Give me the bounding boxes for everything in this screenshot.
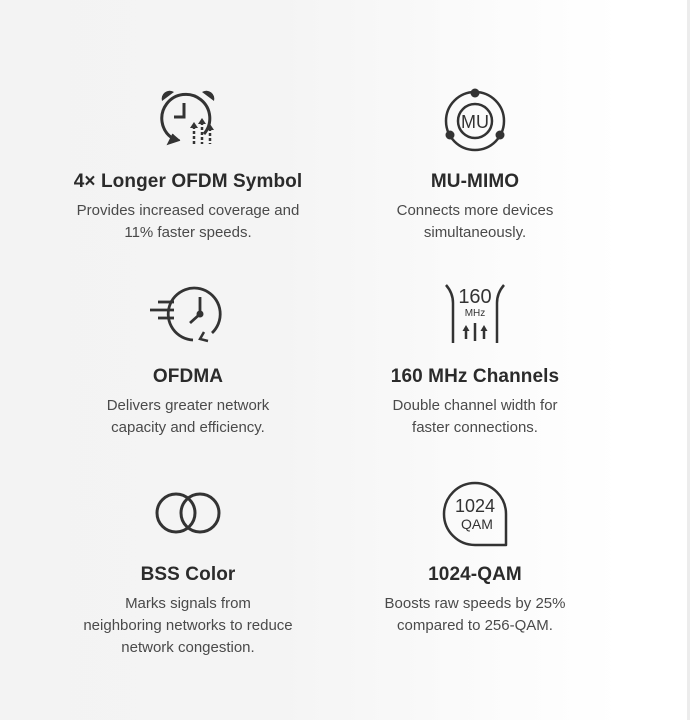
feature-ofdma <box>38 283 338 439</box>
feature-description: Provides increased coverage and 11% faster speeds. <box>76 202 300 241</box>
channel-width-icon <box>325 283 625 349</box>
mu-mimo-icon <box>325 88 625 154</box>
feature-ofdm-symbol <box>38 88 338 244</box>
feature-title: 160 MHz Channels <box>390 366 560 387</box>
feature-description: Marks signals from neighboring networks to reduce network congestion. <box>83 595 293 656</box>
feature-title: 4× Longer OFDM Symbol <box>73 171 303 192</box>
svg-text:MU: MU <box>461 112 489 132</box>
alarm-clock-arrows-icon <box>38 88 338 154</box>
feature-description: Delivers greater network capacity and efficiency. <box>106 397 270 436</box>
feature-title: MU-MIMO <box>430 171 520 192</box>
feature-1024qam <box>325 481 625 637</box>
feature-160mhz <box>325 283 625 439</box>
feature-description: Connects more devices simultaneously. <box>396 202 554 241</box>
feature-title: BSS Color <box>140 564 236 585</box>
feature-description: Double channel width for faster connections. <box>392 397 558 436</box>
svg-text:1024: 1024 <box>454 496 496 516</box>
feature-mu-mimo <box>325 88 625 244</box>
fast-clock-icon <box>38 283 338 349</box>
svg-text:QAM: QAM <box>461 516 493 532</box>
feature-title: 1024-QAM <box>428 564 522 585</box>
qam-drop-icon <box>325 481 625 547</box>
feature-bss-color <box>38 481 338 659</box>
overlapping-circles-icon <box>38 481 338 547</box>
svg-text:MHz: MHz <box>464 308 486 319</box>
feature-title: OFDMA <box>152 366 224 387</box>
svg-text:160: 160 <box>458 286 492 308</box>
feature-description: Boosts raw speeds by 25% compared to 256-QAM. <box>384 595 566 634</box>
